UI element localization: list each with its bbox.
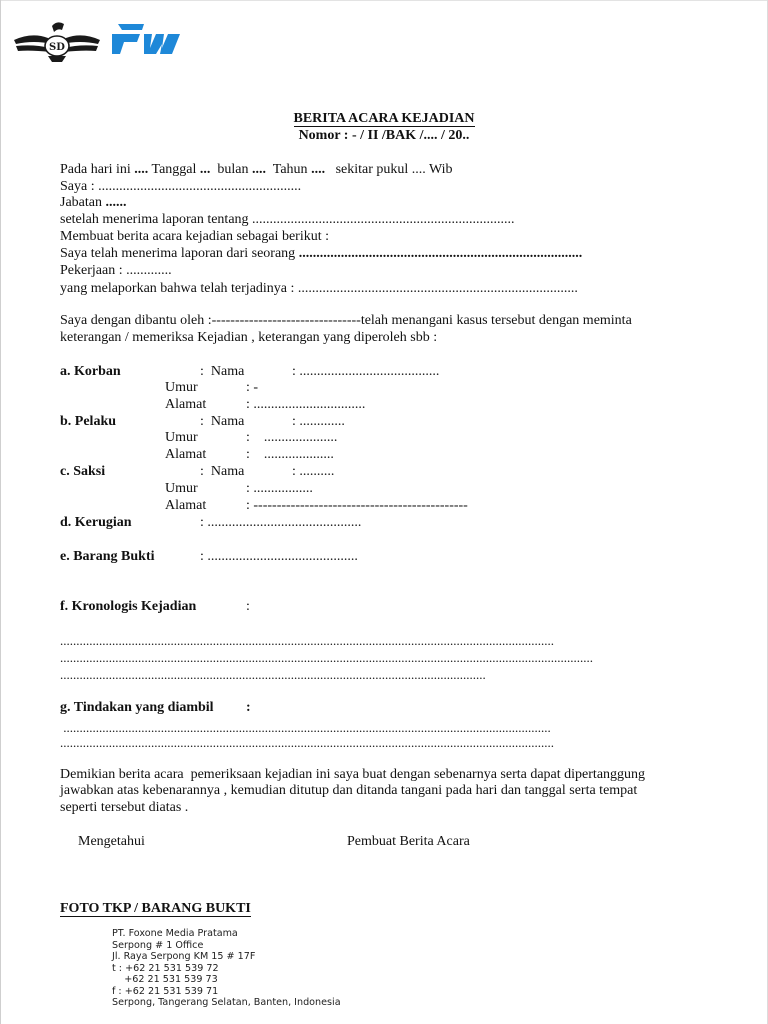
page-border-left [0, 0, 1, 1024]
saksi-label: c. Saksi [60, 464, 106, 479]
page-border-top [0, 0, 768, 1]
saksi-alamat-value: : ---------------------------------------------- [246, 498, 468, 513]
footer-office: Serpong # 1 Office [112, 939, 204, 951]
tindakan-label: g. Tindakan yang diambil [60, 700, 214, 715]
pelaku-label: b. Pelaku [60, 414, 117, 429]
footer-fax: f : +62 21 531 539 71 [112, 985, 219, 997]
intro-reporter-line: Saya telah menerima laporan dari seorang ................................................................................. [60, 246, 583, 261]
document-number: Nomor : - / II /BAK /.... / 20.. [298, 128, 470, 143]
saksi-nama-value: : .......... [292, 464, 335, 479]
signature-creator: Pembuat Berita Acara [347, 834, 470, 849]
kronologis-colon: : [246, 599, 250, 614]
handling-paragraph-line2: keterangan / memeriksa Kejadian , keterangan yang diperoleh sbb : [60, 330, 438, 345]
kerugian-value: : ............................................ [200, 515, 362, 530]
closing-line-1: Demikian berita acara pemeriksaan kejadian ini saya buat dengan sebenarnya serta dapat dipertanggung [60, 767, 646, 782]
kronologis-line-1: ........................................................................................................................................................ [60, 633, 554, 648]
tindakan-colon: : [246, 700, 251, 715]
closing-line-2: jawabkan atas kebenarannya , kemudian ditutup dan ditanda tangani pada hari dan tanggal serta tempat [60, 783, 638, 798]
handling-paragraph-line1: Saya dengan dibantu oleh :--------------------------------telah menangani kasus tersebut dengan meminta [60, 313, 632, 328]
barang-bukti-value: : ........................................... [200, 549, 358, 564]
korban-nama-label: : Nama [200, 364, 245, 379]
footer-phone-1: t : +62 21 531 539 72 [112, 962, 219, 974]
fm-brand-logo [110, 22, 182, 56]
footer-company: PT. Foxone Media Pratama [112, 928, 238, 939]
intro-date-line: Pada hari ini .... Tanggal ... bulan .... Tahun .... sekitar pukul .... Wib [60, 162, 453, 177]
pelaku-alamat-value: : .................... [246, 447, 334, 462]
korban-umur-label: Umur [165, 380, 198, 395]
korban-nama-value: : ........................................ [292, 364, 440, 379]
intro-incident-line: yang melaporkan bahwa telah terjadinya : ................................................................................ [60, 281, 578, 296]
document-title: BERITA ACARA KEJADIAN [293, 111, 475, 126]
pelaku-alamat-label: Alamat [165, 447, 207, 462]
saksi-alamat-label: Alamat [165, 498, 207, 513]
intro-statement-line: Membuat berita acara kejadian sebagai berikut : [60, 229, 329, 244]
kronologis-line-2: .................................................................................................................................................................... [60, 650, 593, 665]
kerugian-label: d. Kerugian [60, 515, 132, 530]
intro-position-line: Jabatan ...... [60, 195, 127, 210]
intro-report-line: setelah menerima laporan tentang ........................................................................... [60, 212, 515, 227]
logo-sd-text: SD [49, 42, 65, 53]
closing-line-3: seperti tersebut diatas . [60, 800, 189, 815]
saksi-nama-label: : Nama [200, 464, 245, 479]
company-footer [112, 928, 341, 1009]
tindakan-line-2: ........................................................................................................................................................ [60, 735, 554, 750]
footer-street: Jl. Raya Serpong KM 15 # 17F [112, 951, 256, 962]
footer-city: Serpong, Tangerang Selatan, Banten, Indonesia [112, 997, 341, 1008]
kronologis-label: f. Kronologis Kejadian [60, 599, 197, 614]
korban-label: a. Korban [60, 364, 121, 379]
tindakan-line-1: ...................................................................................................................................................... [60, 720, 551, 735]
eagle-sd-logo [12, 18, 102, 66]
intro-occupation-line: Pekerjaan : ............. [60, 263, 172, 278]
pelaku-umur-value: : ..................... [246, 430, 338, 445]
korban-umur-value: : - [246, 380, 259, 395]
korban-alamat-label: Alamat [165, 397, 207, 412]
saksi-umur-label: Umur [165, 481, 198, 496]
pelaku-nama-label: : Nama [200, 414, 245, 429]
intro-name-line: Saya : .......................................................... [60, 179, 302, 194]
barang-bukti-label: e. Barang Bukti [60, 549, 155, 564]
signature-acknowledged: Mengetahui [78, 834, 145, 849]
footer-phone-2: +62 21 531 539 73 [112, 974, 218, 985]
saksi-umur-value: : ................. [246, 481, 313, 496]
kronologis-line-3: ................................................................................................................................... [60, 667, 486, 682]
pelaku-nama-value: : ............. [292, 414, 345, 429]
korban-alamat-value: : ................................ [246, 397, 366, 412]
pelaku-umur-label: Umur [165, 430, 198, 445]
photo-evidence-heading: FOTO TKP / BARANG BUKTI [60, 901, 251, 916]
